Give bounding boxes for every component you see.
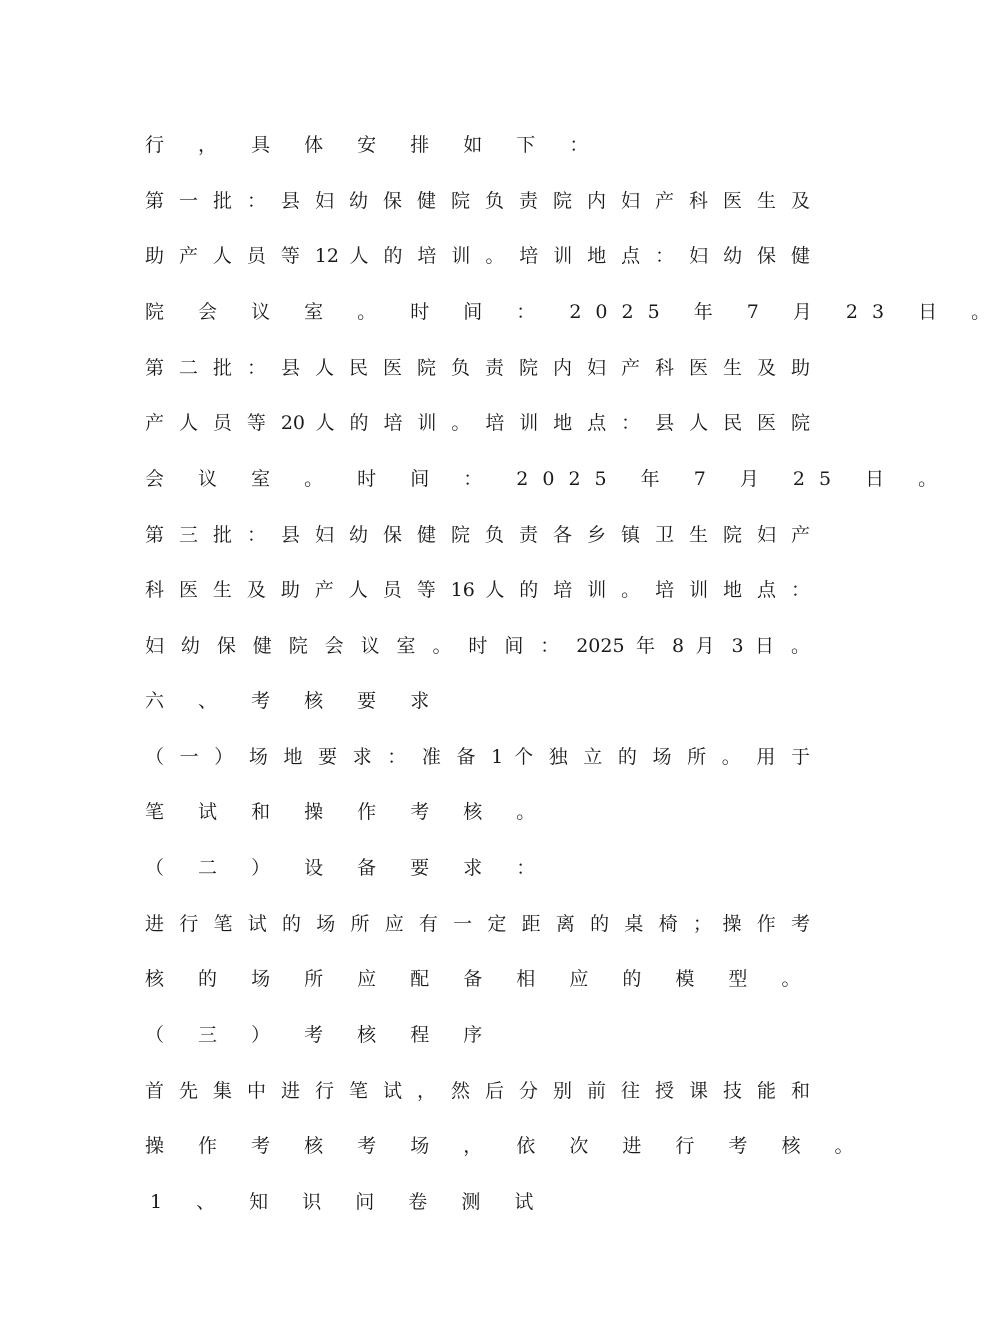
text-line: 第 一 批 ： 县 妇 幼 保 健 院 负 责 院 内 妇 产 科 医 生 及 (145, 190, 810, 212)
text-line: （ 一 ） 场 地 要 求 ： 准 备 1 个 独 立 的 场 所 。 用 于 (145, 746, 810, 768)
text-line: 科 医 生 及 助 产 人 员 等 16 人 的 培 训 。 培 训 地 点 ： (145, 579, 810, 601)
text-line: 笔 试 和 操 作 考 核 。 (145, 801, 550, 823)
subsection-heading: （ 二 ） 设 备 要 求 ： (145, 857, 550, 879)
text-line: 操 作 考 核 考 场 ， 依 次 进 行 考 核 。 (145, 1135, 868, 1157)
text-line: 妇 幼 保 健 院 会 议 室 。 时 间 ： 2025 年 8 月 3 日 。 (145, 635, 810, 657)
text-line: 会 议 室 。 时 间 ： 2025 年 7 月 25 日 。 (145, 468, 952, 490)
text-line: 助 产 人 员 等 12 人 的 培 训 。 培 训 地 点 ： 妇 幼 保 健 (145, 245, 810, 267)
text-line: 第 二 批 ： 县 人 民 医 院 负 责 院 内 妇 产 科 医 生 及 助 (145, 357, 810, 379)
text-line: 进 行 笔 试 的 场 所 应 有 一 定 距 离 的 桌 椅 ； 操 作 考 (145, 913, 810, 935)
text-line: 第 三 批 ： 县 妇 幼 保 健 院 负 责 各 乡 镇 卫 生 院 妇 产 (145, 524, 810, 546)
text-line: 产 人 员 等 20 人 的 培 训 。 培 训 地 点 ： 县 人 民 医 院 (145, 412, 810, 434)
item-heading: 1 、 知 识 问 卷 测 试 (150, 1191, 548, 1213)
text-line: 首 先 集 中 进 行 笔 试 ， 然 后 分 别 前 往 授 课 技 能 和 (145, 1080, 810, 1102)
text-line: 行 ， 具 体 安 排 如 下 ： (145, 134, 603, 156)
subsection-heading: （ 三 ） 考 核 程 序 (145, 1024, 497, 1046)
text-line: 院 会 议 室 。 时 间 ： 2025 年 7 月 23 日 。 (145, 301, 1004, 323)
text-line: 核 的 场 所 应 配 备 相 应 的 模 型 。 (145, 968, 815, 990)
section-heading: 六 、 考 核 要 求 (145, 690, 444, 712)
